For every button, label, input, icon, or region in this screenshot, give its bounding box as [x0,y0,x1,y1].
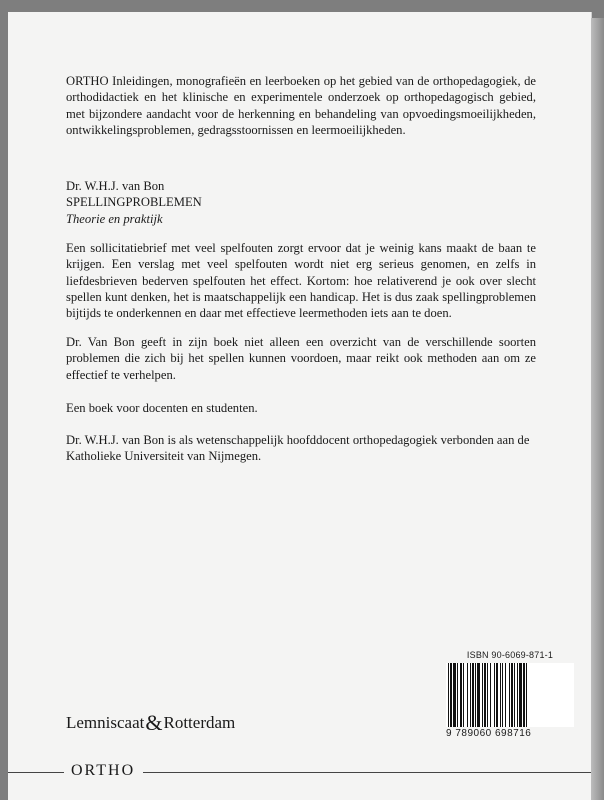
barcode-bar [494,663,495,727]
blurb-text: Een sollicitatiebrief met veel spelfouten zorgt ervoor dat je weinig kans maakt de baan te krijgen. Een verslag met veel spelfouten wordt niet erg serieus genomen, en zelfs in liefdesbrieven bederven spelfouten het effect. Kortom: hoe relativerend je ook over slecht spellen kunt denken, het is maatschappelijk een handicap. Het is dus zaak spellingproblemen bijtijds te onderkennen en daar met effectieve leermethoden iets aan te doen. [66,241,536,321]
barcode-bar [509,663,510,727]
footer-rule-left [8,772,64,773]
barcode-bar [484,663,486,727]
blurb-paragraph [66,334,536,383]
barcode-bar [470,663,471,727]
barcode-bar [482,663,483,727]
publisher-ampersand: & [145,710,163,735]
barcode-bars [446,663,574,727]
publisher-name-right: Rotterdam [163,713,236,732]
book-subtitle: Theorie en praktijk [66,211,163,226]
series-intro [66,73,536,138]
barcode-bar [460,663,462,727]
barcode-image [446,663,574,727]
barcode-bar [457,663,458,727]
blurb-paragraph [66,400,536,416]
barcode-bar [487,663,488,727]
barcode-number: 9 789060 698716 [446,728,532,739]
series-intro-text: ORTHO Inleidingen, monografieën en leerboeken op het gebied van de orthopedagogiek, de orthodidactiek en het klinische en experimentele onderzoek op orthopedagogisch gebied, met bijzondere aandacht voor de herkenning en behandeling van opvoedingsmoeilijkheden, ontwikkelingsproblemen, gedragsstoornissen en leermoeilijkheden. [66,74,536,137]
series-footer: ORTHO [71,762,136,779]
barcode-bar [463,663,464,727]
barcode-bar [448,663,449,727]
isbn-barcode-block [446,650,574,739]
footer-rule-right [143,772,591,773]
barcode-bar [502,663,503,727]
barcode-bar [475,663,476,727]
book-edge [591,18,604,800]
barcode-bar [472,663,474,727]
barcode-bar [526,663,527,727]
barcode-bar [477,663,480,727]
blurb-paragraph [66,240,536,321]
author-bio-text: Dr. W.H.J. van Bon is als wetenschappelijk hoofddocent orthopedagogiek verbonden aan de Katholieke Universiteit van Nijmegen. [66,433,530,464]
barcode-bar [514,663,515,727]
isbn-label: ISBN 90-6069-871-1 [466,650,554,660]
barcode-bar [519,663,522,727]
barcode-bar [453,663,456,727]
barcode-bar [500,663,501,727]
publisher-name-left: Lemniscaat [66,713,145,732]
book-info [66,178,536,227]
author-bio [66,432,536,465]
blurb-text: Een boek voor docenten en studenten. [66,401,258,415]
barcode-bar [450,663,452,727]
blurb-text: Dr. Van Bon geeft in zijn boek niet alleen een overzicht van de verschillende soorten problemen die zich bij het spellen kunnen voordoen, maar reikt ook methoden aan om ze effectief te verhelpen. [66,335,536,382]
book-title: SPELLINGPROBLEMEN [66,195,202,210]
barcode-bar [467,663,468,727]
publisher-logo [66,710,235,736]
author-name: Dr. W.H.J. van Bon [66,179,165,193]
barcode-bar [496,663,498,727]
barcode-bar [505,663,506,727]
barcode-bar [511,663,513,727]
barcode-bar [517,663,518,727]
barcode-bar [490,663,491,727]
barcode-bar [523,663,525,727]
